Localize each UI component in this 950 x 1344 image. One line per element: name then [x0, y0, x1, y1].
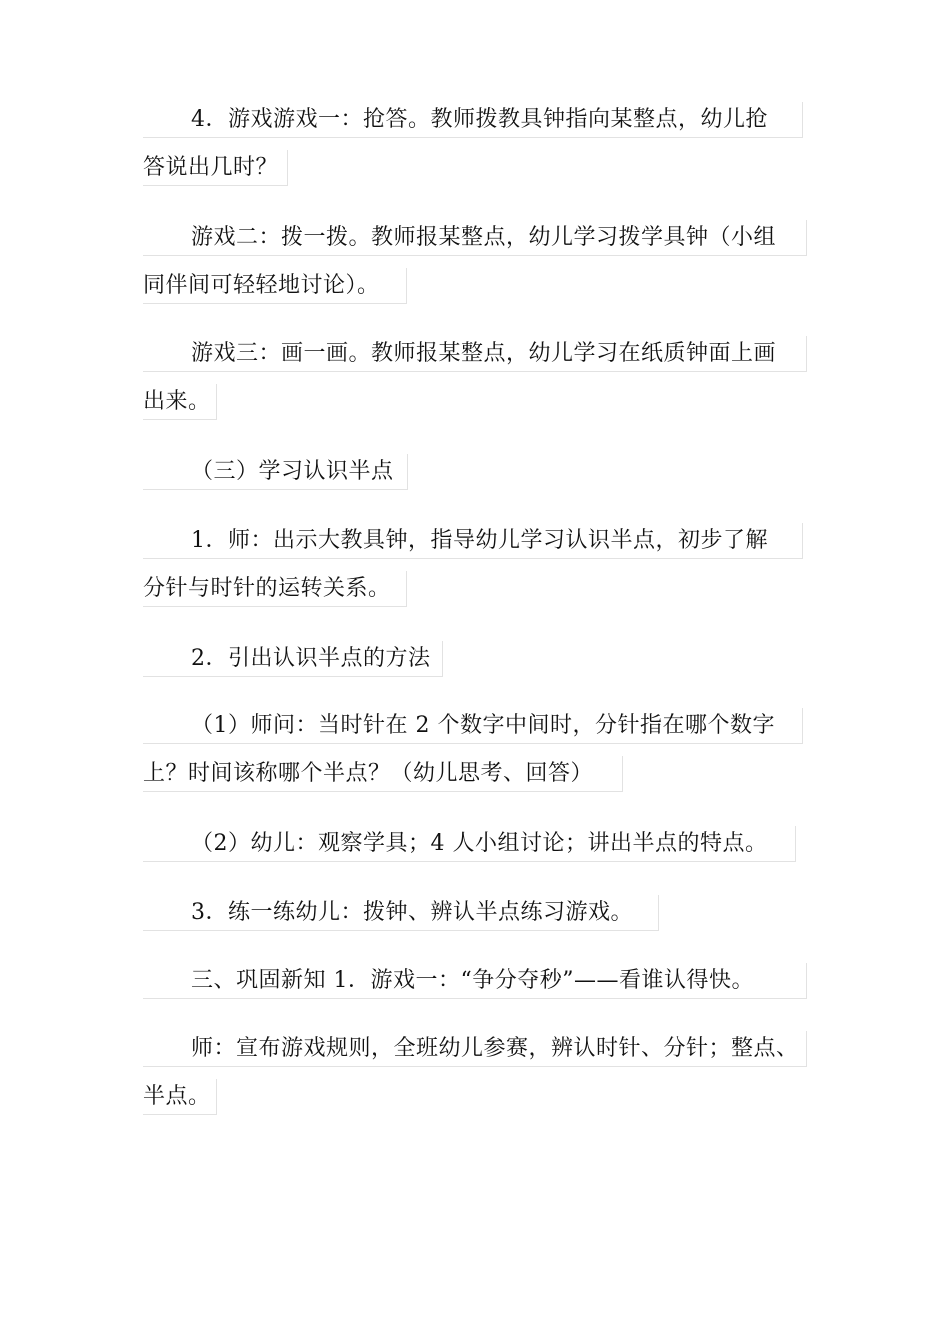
paragraph-method: [143, 641, 443, 677]
text-line: 2．引出认识半点的方法: [143, 641, 443, 677]
text-line: 答说出几时？: [143, 150, 288, 186]
paragraph-teacher-demo: [143, 523, 803, 607]
text-line: 游戏三：画一画。教师报某整点，幼儿学习在纸质钟面上画: [143, 336, 807, 372]
text-line: 半点。: [143, 1079, 217, 1115]
text-line: 游戏二：拨一拨。教师报某整点，幼儿学习拨学具钟（小组: [143, 220, 807, 256]
paragraph-game-three: [143, 336, 807, 420]
text-line: 1．师：出示大教具钟，指导幼儿学习认识半点，初步了解: [143, 523, 803, 559]
text-line: 4．游戏游戏一：抢答。教师拨教具钟指向某整点，幼儿抢: [143, 102, 803, 138]
paragraph-game-one: [143, 102, 803, 186]
paragraph-game-two: [143, 220, 807, 304]
text-line: 3．练一练幼儿：拨钟、辨认半点练习游戏。: [143, 895, 659, 931]
text-line: （2）幼儿：观察学具；4 人小组讨论；讲出半点的特点。: [143, 826, 796, 862]
text-line: 出来。: [143, 384, 217, 420]
paragraph-game-rules: [143, 1031, 807, 1115]
paragraph-consolidate: [143, 963, 807, 999]
section-heading-half-hour: [143, 454, 408, 490]
text-line: 三、巩固新知 1．游戏一：“争分夺秒”——看谁认得快。: [143, 963, 807, 999]
text-line: 上？时间该称哪个半点？（幼儿思考、回答）: [143, 756, 623, 792]
text-line: （1）师问：当时针在 2 个数字中间时，分针指在哪个数字: [143, 708, 803, 744]
paragraph-practice: [143, 895, 659, 931]
text-line: 同伴间可轻轻地讨论）。: [143, 268, 407, 304]
text-line: 师：宣布游戏规则，全班幼儿参赛，辨认时针、分针；整点、: [143, 1031, 807, 1067]
text-line: 分针与时针的运转关系。: [143, 571, 407, 607]
paragraph-children-observe: [143, 826, 796, 862]
text-line: （三）学习认识半点: [143, 454, 408, 490]
paragraph-teacher-question: [143, 708, 803, 792]
